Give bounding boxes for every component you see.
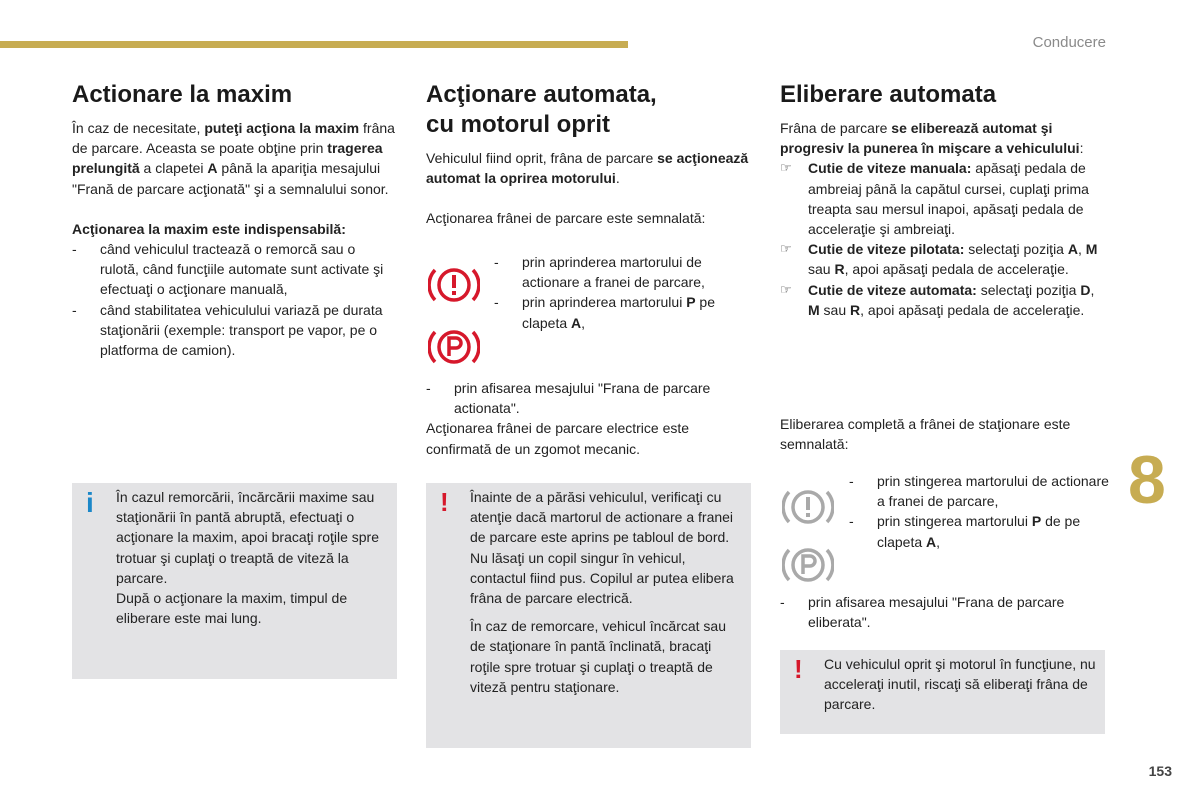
header-accent-bar [0,41,628,48]
indicator-list-activation [494,252,744,333]
warning-text: Cu vehiculul oprit şi motorul în funcţiune, nu acceleraţi inutil, riscaţi să eliberaţi frâna de parcare. [824,656,1096,713]
warning-text: Înainte de a părăsi vehiculul, verificaţi cu atenţie dacă martorul de actionare a franei de parcare este aprins pe tabloul de bord. [470,489,734,546]
paragraph-signal: Acţionarea frânei de parcare este semnalată: [426,210,706,227]
column-eliberare-automata [780,80,1106,320]
paragraph-confirmation: Acţionarea frânei de parcare electrice este confirmată de un zgomot mecanic. [426,420,690,457]
warning-text: În caz de remorcare, vehicul încărcat sau de staţionare în pantă înclinată, bracaţi roţile spre trotuar şi cuplaţi o treaptă de viteză pentru staţionare. [470,618,727,695]
warning-box [780,650,1105,734]
list-item: - când stabilitatea vehiculului variază pe durata staţionării (exemple: transport pe vapor, pe o platforma de camion). [72,300,398,361]
section-title: Conducere [1032,34,1106,51]
warning-icon: ! [794,654,803,684]
activation-message-block [426,378,752,459]
gearbox-pilotata-item: ☞ Cutie de viteze pilotata: selectaţi poziţia A, M sau R, apoi apăsaţi pedala de acceleraţie. [780,241,1098,278]
warning-icon: ! [440,487,449,517]
heading-actionare-maxim: Actionare la maxim [72,81,293,108]
list-item: - prin afisarea mesajului "Frana de parcare eliberata". [780,592,1106,632]
list-item: - prin aprinderea martorului de actionare a franei de parcare, [494,252,744,292]
pointing-hand-icon: ☞ [780,281,792,297]
release-message-block [780,592,1106,632]
subheading-indispensable: Acţionarea la maxim este indispensabilă: [72,220,346,237]
paragraph-intro: Vehiculul fiind oprit, frâna de parcare se acţionează automat la oprirea motorului. [426,150,749,187]
info-icon: i [86,487,94,518]
column-actionare-maxim [72,80,398,360]
gearbox-automata-item: ☞ Cutie de viteze automata: selectaţi poziţia D, M sau R, apoi apăsaţi pedala de acceleraţie. [780,281,1095,318]
info-text: După o acţionare la maxim, timpul de eliberare este mai lung. [116,590,348,627]
paragraph-release-signal: Eliberarea completă a frânei de staţionare este semnalată: [780,416,1071,453]
pointing-hand-icon: ☞ [780,160,792,176]
pointing-hand-icon: ☞ [780,241,792,257]
warning-box [426,483,751,748]
info-text: În cazul remorcării, încărcării maxime sau staţionării în pantă abruptă, efectuaţi o acţionare la maxim, apoi bracaţi roţile spre trotuar şi cuplaţi o treaptă de viteză la parcare. [116,489,380,586]
column-actionare-automata [426,80,752,229]
list-item: - prin stingerea martorului de actionare a franei de parcare, [849,471,1109,511]
brake-exclamation-icon [428,262,480,308]
chapter-number: 8 [1128,442,1166,518]
heading-actionare-automata: Acţionare automata, cu motorul oprit [426,81,657,138]
paragraph-intro: În caz de necesitate, puteţi acţiona la maxim frâna de parcare. Aceasta se poate obţine prin tragerea prelungită a clapetei A până la apariţia mesajului "Frană de parcare acţionată" şi a semnalului sonor. [72,120,395,197]
indicator-list-release [849,471,1109,552]
brake-exclamation-icon [782,484,834,530]
info-box [72,483,397,679]
list-item: - prin stingerea martorului P de pe clapeta A, [849,511,1109,551]
gearbox-manual-item: ☞ Cutie de viteze manuala: apăsaţi pedala de ambreiaj până la capătul cursei, cuplaţi prima treapta sau mersul inapoi, apăsaţi pedala de acceleraţie şi ambreiaţi. [780,160,1089,238]
page-number: 153 [1148,763,1172,779]
brake-p-icon [782,542,834,588]
paragraph-intro: Frâna de parcare se eliberează automat şi progresiv la punerea în mişcare a vehiculului: [780,120,1084,157]
list-item: - prin afisarea mesajului "Frana de parcare actionata". [426,378,752,418]
warning-text: Nu lăsaţi un copil singur în vehicul, contactul fiind pus. Copilul ar putea elibera frâna de parcare electrică. [470,549,734,607]
list-item: - când vehiculul tractează o remorcă sau o rulotă, când funcţiile automate sunt activate şi efectuaţi o acţionare manuală, [72,239,398,300]
list-item: - prin aprinderea martorului P pe clapeta A, [494,292,744,332]
brake-p-icon [428,324,480,370]
heading-eliberare-automata: Eliberare automata [780,81,997,108]
